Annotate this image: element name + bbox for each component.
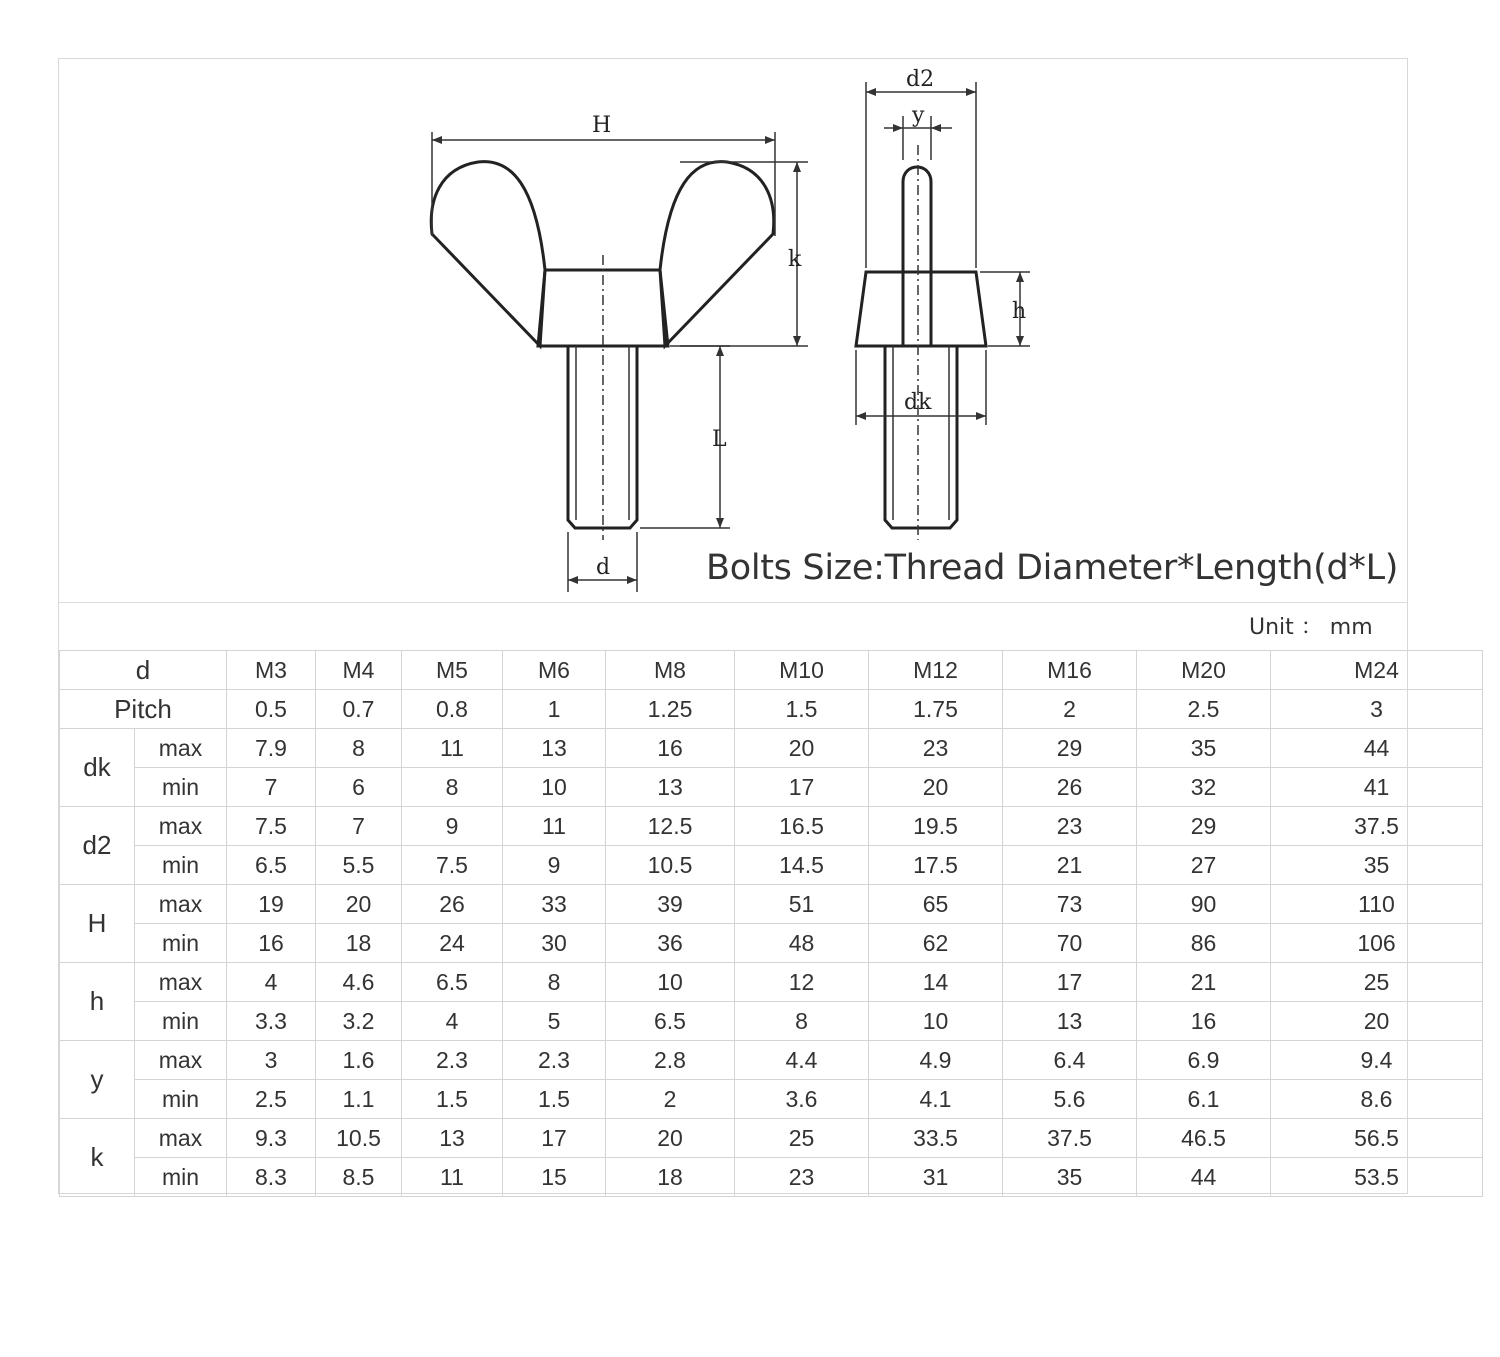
- size-header-cell: M10: [735, 651, 869, 690]
- value-cell: 13: [1003, 1002, 1137, 1041]
- pitch-cell: 0.8: [402, 690, 503, 729]
- value-cell: 8: [402, 768, 503, 807]
- dim-label-L: L: [712, 427, 727, 452]
- wing-bolt-diagram: [0, 0, 1500, 610]
- value-cell: 46.5: [1137, 1119, 1271, 1158]
- value-cell: 10.5: [316, 1119, 402, 1158]
- value-cell: 36: [606, 924, 735, 963]
- value-cell: 3.6: [735, 1080, 869, 1119]
- value-cell: 8.3: [227, 1158, 316, 1197]
- value-cell: 6: [316, 768, 402, 807]
- pitch-cell: 0.7: [316, 690, 402, 729]
- value-cell: 2.3: [503, 1041, 606, 1080]
- value-cell: 29: [1137, 807, 1271, 846]
- value-cell: 27: [1137, 846, 1271, 885]
- min-label-cell: min: [135, 846, 227, 885]
- dim-label-H: H: [592, 113, 612, 138]
- table-row: [60, 1158, 1483, 1197]
- value-cell: 4: [227, 963, 316, 1002]
- value-cell: 1.5: [503, 1080, 606, 1119]
- value-cell: 9.3: [227, 1119, 316, 1158]
- side-shank: [885, 346, 957, 528]
- dim-label-k: k: [788, 247, 802, 272]
- value-cell: 6.5: [402, 963, 503, 1002]
- size-header-cell: M8: [606, 651, 735, 690]
- value-cell: 9: [402, 807, 503, 846]
- table-row: [60, 1119, 1483, 1158]
- value-cell: 4: [402, 1002, 503, 1041]
- value-cell: 35: [1137, 729, 1271, 768]
- value-cell: 7: [227, 768, 316, 807]
- value-cell: 23: [1003, 807, 1137, 846]
- value-cell: 17: [735, 768, 869, 807]
- value-cell: 39: [606, 885, 735, 924]
- table-row: [60, 885, 1483, 924]
- value-cell: 73: [1003, 885, 1137, 924]
- value-cell: 11: [503, 807, 606, 846]
- value-cell: 25: [1271, 963, 1483, 1002]
- value-cell: 20: [1271, 1002, 1483, 1041]
- size-header-cell: M6: [503, 651, 606, 690]
- value-cell: 16: [606, 729, 735, 768]
- value-cell: 10: [503, 768, 606, 807]
- value-cell: 12: [735, 963, 869, 1002]
- value-cell: 6.5: [606, 1002, 735, 1041]
- value-cell: 110: [1271, 885, 1483, 924]
- value-cell: 26: [1003, 768, 1137, 807]
- table-row: [60, 924, 1483, 963]
- pitch-cell: 1.5: [735, 690, 869, 729]
- value-cell: 18: [606, 1158, 735, 1197]
- table-row: [60, 846, 1483, 885]
- value-cell: 48: [735, 924, 869, 963]
- value-cell: 20: [606, 1119, 735, 1158]
- pitch-cell: 2.5: [1137, 690, 1271, 729]
- value-cell: 9: [503, 846, 606, 885]
- value-cell: 30: [503, 924, 606, 963]
- value-cell: 17.5: [869, 846, 1003, 885]
- min-label-cell: min: [135, 924, 227, 963]
- value-cell: 4.9: [869, 1041, 1003, 1080]
- size-header-cell: M5: [402, 651, 503, 690]
- max-label-cell: max: [135, 729, 227, 768]
- value-cell: 23: [735, 1158, 869, 1197]
- value-cell: 19: [227, 885, 316, 924]
- value-cell: 6.1: [1137, 1080, 1271, 1119]
- value-cell: 106: [1271, 924, 1483, 963]
- value-cell: 32: [1137, 768, 1271, 807]
- value-cell: 14.5: [735, 846, 869, 885]
- dim-label-h: h: [1012, 299, 1027, 324]
- spec-table: [59, 650, 1483, 1197]
- value-cell: 44: [1271, 729, 1483, 768]
- value-cell: 2.8: [606, 1041, 735, 1080]
- value-cell: 31: [869, 1158, 1003, 1197]
- pitch-cell: 1.25: [606, 690, 735, 729]
- min-label-cell: min: [135, 1002, 227, 1041]
- value-cell: 62: [869, 924, 1003, 963]
- value-cell: 8.5: [316, 1158, 402, 1197]
- value-cell: 51: [735, 885, 869, 924]
- value-cell: 10: [606, 963, 735, 1002]
- unit-label: Unit ： mm: [1249, 615, 1373, 640]
- value-cell: 6.9: [1137, 1041, 1271, 1080]
- max-label-cell: max: [135, 807, 227, 846]
- value-cell: 13: [503, 729, 606, 768]
- pitch-cell: 3: [1271, 690, 1483, 729]
- size-header-cell: M20: [1137, 651, 1271, 690]
- value-cell: 33.5: [869, 1119, 1003, 1158]
- table-row: [60, 768, 1483, 807]
- value-cell: 90: [1137, 885, 1271, 924]
- value-cell: 53.5: [1271, 1158, 1483, 1197]
- param-name-cell: h: [60, 963, 135, 1041]
- value-cell: 10: [869, 1002, 1003, 1041]
- value-cell: 20: [735, 729, 869, 768]
- value-cell: 6.4: [1003, 1041, 1137, 1080]
- pitch-cell: 2: [1003, 690, 1137, 729]
- max-label-cell: max: [135, 1041, 227, 1080]
- table-row: [60, 963, 1483, 1002]
- max-label-cell: max: [135, 963, 227, 1002]
- pitch-cell: 1.75: [869, 690, 1003, 729]
- value-cell: 3: [227, 1041, 316, 1080]
- param-name-cell: H: [60, 885, 135, 963]
- value-cell: 37.5: [1003, 1119, 1137, 1158]
- pitch-label-cell: Pitch: [60, 690, 227, 729]
- value-cell: 35: [1271, 846, 1483, 885]
- value-cell: 1.6: [316, 1041, 402, 1080]
- value-cell: 8: [735, 1002, 869, 1041]
- table-header-row: [60, 651, 1483, 690]
- value-cell: 13: [606, 768, 735, 807]
- dim-label-d: d: [596, 555, 611, 580]
- min-label-cell: min: [135, 1158, 227, 1197]
- value-cell: 2: [606, 1080, 735, 1119]
- value-cell: 7.9: [227, 729, 316, 768]
- param-name-cell: k: [60, 1119, 135, 1197]
- value-cell: 15: [503, 1158, 606, 1197]
- dim-label-dk: dk: [904, 390, 932, 415]
- value-cell: 16: [1137, 1002, 1271, 1041]
- value-cell: 5.5: [316, 846, 402, 885]
- value-cell: 12.5: [606, 807, 735, 846]
- value-cell: 41: [1271, 768, 1483, 807]
- value-cell: 2.3: [402, 1041, 503, 1080]
- max-label-cell: max: [135, 885, 227, 924]
- value-cell: 37.5: [1271, 807, 1483, 846]
- value-cell: 3.3: [227, 1002, 316, 1041]
- value-cell: 6.5: [227, 846, 316, 885]
- value-cell: 10.5: [606, 846, 735, 885]
- min-label-cell: min: [135, 768, 227, 807]
- value-cell: 7.5: [227, 807, 316, 846]
- value-cell: 9.4: [1271, 1041, 1483, 1080]
- value-cell: 20: [316, 885, 402, 924]
- size-header-cell: M24: [1271, 651, 1483, 690]
- value-cell: 11: [402, 1158, 503, 1197]
- value-cell: 21: [1137, 963, 1271, 1002]
- value-cell: 4.1: [869, 1080, 1003, 1119]
- value-cell: 4.6: [316, 963, 402, 1002]
- pitch-cell: 1: [503, 690, 606, 729]
- value-cell: 17: [503, 1119, 606, 1158]
- table-row: [60, 1002, 1483, 1041]
- value-cell: 35: [1003, 1158, 1137, 1197]
- value-cell: 65: [869, 885, 1003, 924]
- side-wing: [903, 167, 931, 346]
- value-cell: 8.6: [1271, 1080, 1483, 1119]
- param-name-cell: dk: [60, 729, 135, 807]
- value-cell: 5.6: [1003, 1080, 1137, 1119]
- max-label-cell: max: [135, 1119, 227, 1158]
- value-cell: 21: [1003, 846, 1137, 885]
- table-row: [60, 1041, 1483, 1080]
- value-cell: 8: [503, 963, 606, 1002]
- value-cell: 25: [735, 1119, 869, 1158]
- value-cell: 19.5: [869, 807, 1003, 846]
- value-cell: 33: [503, 885, 606, 924]
- value-cell: 1.5: [402, 1080, 503, 1119]
- value-cell: 14: [869, 963, 1003, 1002]
- value-cell: 3.2: [316, 1002, 402, 1041]
- value-cell: 7: [316, 807, 402, 846]
- value-cell: 7.5: [402, 846, 503, 885]
- value-cell: 70: [1003, 924, 1137, 963]
- table-row: [60, 1080, 1483, 1119]
- value-cell: 16.5: [735, 807, 869, 846]
- pitch-cell: 0.5: [227, 690, 316, 729]
- value-cell: 17: [1003, 963, 1137, 1002]
- pitch-row: [60, 690, 1483, 729]
- value-cell: 23: [869, 729, 1003, 768]
- value-cell: 11: [402, 729, 503, 768]
- side-flange: [856, 272, 986, 346]
- value-cell: 8: [316, 729, 402, 768]
- min-label-cell: min: [135, 1080, 227, 1119]
- left-wing: [431, 162, 545, 346]
- value-cell: 86: [1137, 924, 1271, 963]
- value-cell: 44: [1137, 1158, 1271, 1197]
- param-name-cell: y: [60, 1041, 135, 1119]
- size-header-cell: M16: [1003, 651, 1137, 690]
- value-cell: 1.1: [316, 1080, 402, 1119]
- value-cell: 56.5: [1271, 1119, 1483, 1158]
- dim-label-y: y: [912, 103, 925, 128]
- value-cell: 5: [503, 1002, 606, 1041]
- right-wing: [660, 162, 774, 346]
- value-cell: 18: [316, 924, 402, 963]
- bolt-size-caption: Bolts Size:Thread Diameter*Length(d*L): [706, 548, 1399, 588]
- param-name-cell: d2: [60, 807, 135, 885]
- table-row: [60, 729, 1483, 768]
- value-cell: 24: [402, 924, 503, 963]
- value-cell: 26: [402, 885, 503, 924]
- dim-label-d2: d2: [906, 67, 935, 92]
- size-header-cell: M4: [316, 651, 402, 690]
- header-d-cell: d: [60, 651, 227, 690]
- section-divider: [59, 602, 1407, 603]
- value-cell: 20: [869, 768, 1003, 807]
- table-row: [60, 807, 1483, 846]
- value-cell: 16: [227, 924, 316, 963]
- value-cell: 4.4: [735, 1041, 869, 1080]
- size-header-cell: M12: [869, 651, 1003, 690]
- value-cell: 13: [402, 1119, 503, 1158]
- value-cell: 2.5: [227, 1080, 316, 1119]
- value-cell: 29: [1003, 729, 1137, 768]
- size-header-cell: M3: [227, 651, 316, 690]
